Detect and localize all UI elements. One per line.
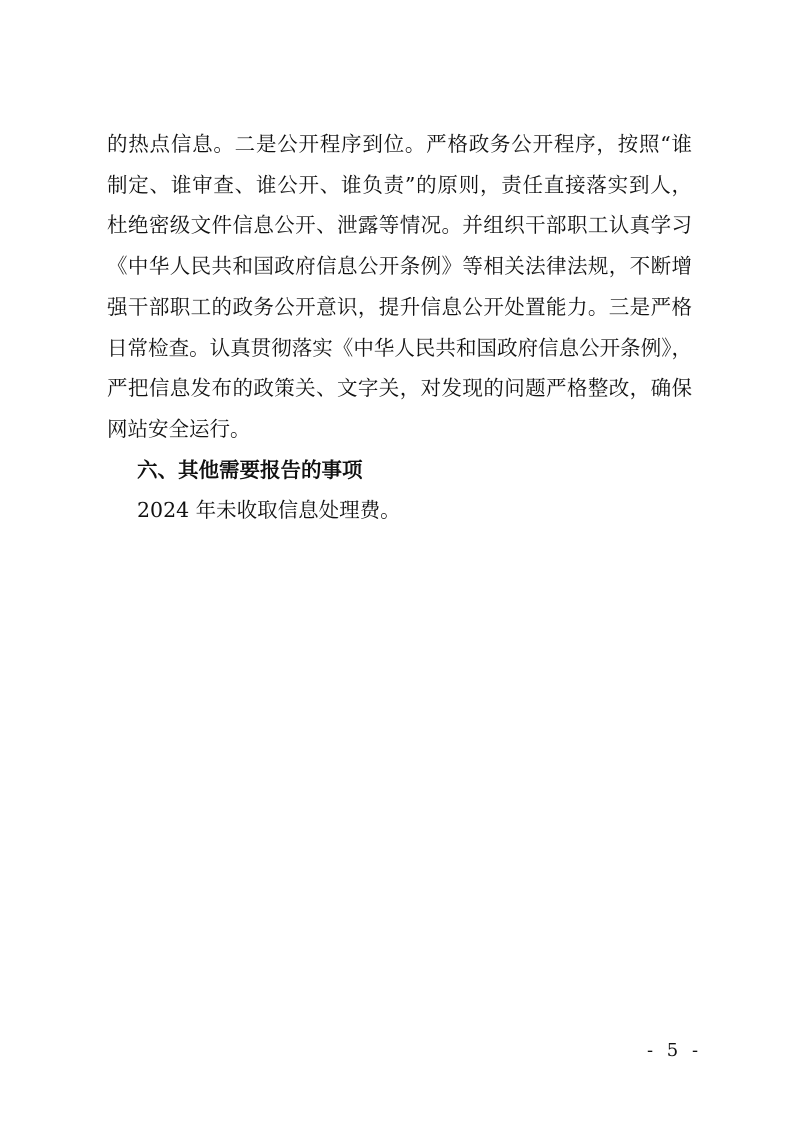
paragraph-line-3: 杜绝密级文件信息公开、泄露等情况。并组织干部职工认真学习 — [107, 213, 692, 238]
page-number: - 5 - — [647, 1040, 703, 1061]
paragraph-line-1: 的热点信息。二是公开程序到位。严格政务公开程序，按照“谁 — [107, 132, 692, 156]
paragraph-line-4: 《中华人民共和国政府信息公开条例》等相关法律法规，不断增 — [107, 254, 692, 279]
paragraph-line-5: 强干部职工的政务公开意识，提升信息公开处置能力。三是严格 — [107, 294, 692, 319]
paragraph-line-6: 日常检查。认真贯彻落实《中华人民共和国政府信息公开条例》， — [107, 335, 692, 360]
document-body — [107, 124, 692, 531]
section-heading: 六、其他需要报告的事项 — [137, 457, 363, 482]
paragraph-line-8: 网站安全运行。 — [107, 416, 251, 441]
paragraph-line-2: 制定、谁审查、谁公开、谁负责”的原则，责任直接落实到人， — [107, 172, 692, 197]
paragraph-line-7: 严把信息发布的政策关、文字关，对发现的问题严格整改，确保 — [107, 376, 692, 401]
section-body: 2024 年未收取信息处理费。 — [137, 498, 401, 523]
